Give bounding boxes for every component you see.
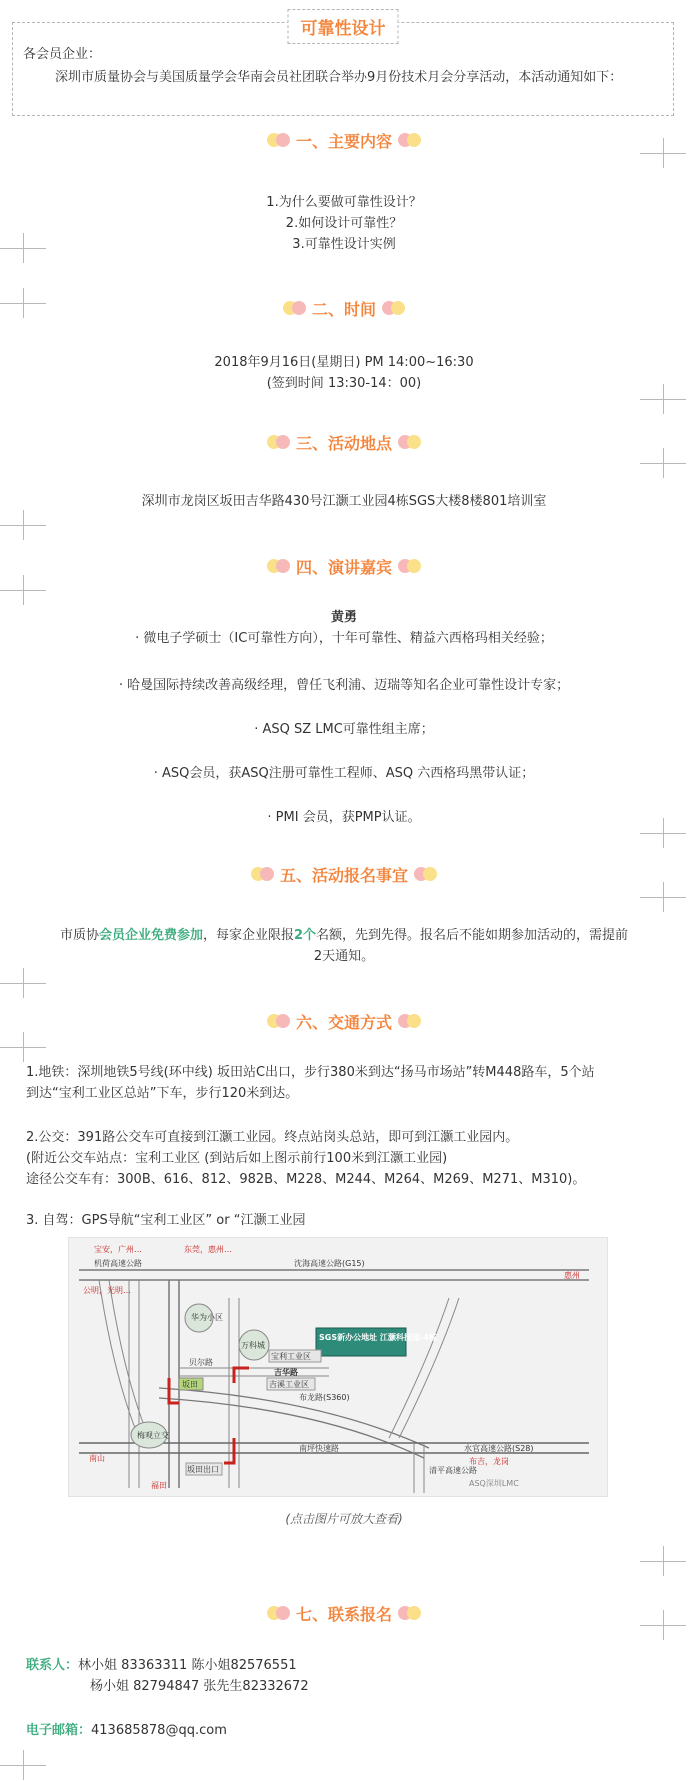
event-date: 2018年9月16日(星期日) PM 14:00~16:30 <box>214 355 474 370</box>
contact-people: 林小姐 83363311 陈小姐82576551 <box>78 1658 297 1673</box>
contact-line: 杨小姐 82794847 张先生82332672 <box>90 1679 309 1694</box>
section-heading-speaker: 四、演讲嘉宾 <box>0 553 688 579</box>
corner-mark <box>0 968 46 998</box>
dots-icon <box>283 301 306 315</box>
speaker-info <box>0 607 688 649</box>
corner-mark <box>640 1546 686 1576</box>
intro-box <box>12 19 674 116</box>
corner-mark <box>0 1032 46 1062</box>
intro-greeting: 各会员企业： <box>23 47 102 62</box>
map-label: 清平高速公路 <box>429 1466 477 1475</box>
map-label: 东莞，惠州… <box>184 1245 232 1254</box>
section-heading-content: 一、主要内容 <box>0 127 688 153</box>
registration-info <box>0 925 688 967</box>
dots-icon <box>398 1606 421 1620</box>
dots-icon <box>414 867 437 881</box>
signin-time: (签到时间 13:30-14：00) <box>266 376 422 391</box>
contact-label: 联系人： <box>26 1658 79 1673</box>
dots-icon <box>398 133 421 147</box>
list-item: 1.为什么要做可靠性设计？ <box>266 195 422 210</box>
map-label: 布龙路(S360) <box>299 1393 350 1402</box>
dots-icon <box>267 435 290 449</box>
map-label: 布吉，龙岗 <box>469 1457 509 1466</box>
map-label: 万科城 <box>241 1341 265 1350</box>
section-heading-location: 三、活动地点 <box>0 429 688 455</box>
dots-icon <box>267 1606 290 1620</box>
dots-icon <box>398 559 421 573</box>
email-label: 电子邮箱： <box>26 1723 92 1738</box>
dots-icon <box>267 559 290 573</box>
map-label: 宝安，广州… <box>94 1245 142 1254</box>
time-info <box>0 352 688 394</box>
speaker-bio: · ASQ SZ LMC可靠性组主席； <box>254 722 434 737</box>
dots-icon <box>382 301 405 315</box>
contact-info <box>26 1655 666 1697</box>
speaker-bio: · 哈曼国际持续改善高级经理，曾任飞利浦、迈瑞等知名企业可靠性设计专家； <box>118 678 570 693</box>
map-label: 南坪快速路 <box>299 1444 339 1453</box>
dots-icon <box>398 1014 421 1028</box>
list-item: 2.如何设计可靠性？ <box>285 216 403 231</box>
dots-icon <box>267 1014 290 1028</box>
map-label: 吉溪工业区 <box>269 1380 309 1389</box>
corner-mark <box>0 510 46 540</box>
transport-drive: 3. 自驾：GPS导航“宝利工业区” or “江灏工业园 <box>26 1213 306 1228</box>
map-label: 宝利工业区 <box>271 1352 311 1361</box>
transport-bus: 2.公交：391路公交车可直接到江灏工业园。终点站岗头总站，即可到江灏工业园内。 (附近公交车站点：宝利工业区 (到站后如上图示前行100米到江灏工业园) 途径公交车有：300B、616、812、982B、M228、M244、M264、M269、M271、M310)。 <box>26 1130 586 1187</box>
contact-line <box>26 1655 666 1676</box>
map-caption: (点击图片可放大查看) <box>285 1512 403 1526</box>
map-label: 公明，光明… <box>83 1286 131 1295</box>
section-heading-registration: 五、活动报名事宜 <box>0 861 688 887</box>
map-label: 坂田 <box>182 1380 198 1389</box>
map-watermark: ASQ深圳LMC <box>469 1479 519 1488</box>
speaker-bio: · 微电子学硕士（IC可靠性方向），十年可靠性、精益六西格玛相关经验； <box>135 631 553 646</box>
section-heading-time: 二、时间 <box>0 295 688 321</box>
map-label: 坂田出口 <box>187 1465 219 1474</box>
map-label: SGS新办公地址 江灏科技园-4栋 <box>319 1333 437 1342</box>
corner-mark <box>0 1750 46 1780</box>
speaker-bio: · ASQ会员，获ASQ注册可靠性工程师、ASQ 六西格玛黑带认证； <box>153 766 535 781</box>
map-label: 福田 <box>151 1481 167 1490</box>
email-info <box>26 1720 666 1741</box>
intro-title: 可靠性设计 <box>288 9 399 44</box>
location-info <box>0 491 688 512</box>
corner-mark <box>0 575 46 605</box>
address: 深圳市龙岗区坂田吉华路430号江灏工业园4栋SGS大楼8楼801培训室 <box>141 494 547 509</box>
map-label: 惠州 <box>564 1271 580 1280</box>
speaker-name: 黄勇 <box>330 610 357 625</box>
map-label: 沈海高速公路(G15) <box>294 1259 365 1268</box>
map-label: 机荷高速公路 <box>94 1259 142 1268</box>
content-list <box>0 192 688 255</box>
map-label: 水官高速公路(S28) <box>464 1444 534 1453</box>
section-heading-transport: 六、交通方式 <box>0 1008 688 1034</box>
map-label: 南山 <box>89 1454 105 1463</box>
dots-icon <box>398 435 421 449</box>
map-label: 贝尔路 <box>189 1358 213 1367</box>
list-item: 3.可靠性设计实例 <box>292 237 396 252</box>
dots-icon <box>251 867 274 881</box>
registration-text: 市质协会员企业免费参加，每家企业限报2个名额，先到先得。报名后不能如期参加活动的，需提前 <box>59 928 629 943</box>
section-heading-contact: 七、联系报名 <box>0 1600 688 1626</box>
speaker-bio: · PMI 会员，获PMP认证。 <box>267 810 421 825</box>
route-map[interactable] <box>68 1237 608 1497</box>
transport-metro: 1.地铁：深圳地铁5号线(环中线) 坂田站C出口，步行380米到达“扬马市场站”转M448路车，5个站 到达“宝利工业区总站”下车，步行120米到达。 <box>26 1065 595 1101</box>
map-label: 华为小区 <box>191 1313 223 1322</box>
intro-body: 深圳市质量协会与美国质量学会华南会员社团联合举办9月份技术月会分享活动，本活动通知如下： <box>55 70 623 85</box>
dots-icon <box>267 133 290 147</box>
map-label: 梅观立交 <box>137 1431 169 1440</box>
map-label: 吉华路 <box>274 1368 298 1377</box>
email-address[interactable]: 413685878@qq.com <box>91 1723 227 1738</box>
registration-text: 2天通知。 <box>313 949 375 964</box>
